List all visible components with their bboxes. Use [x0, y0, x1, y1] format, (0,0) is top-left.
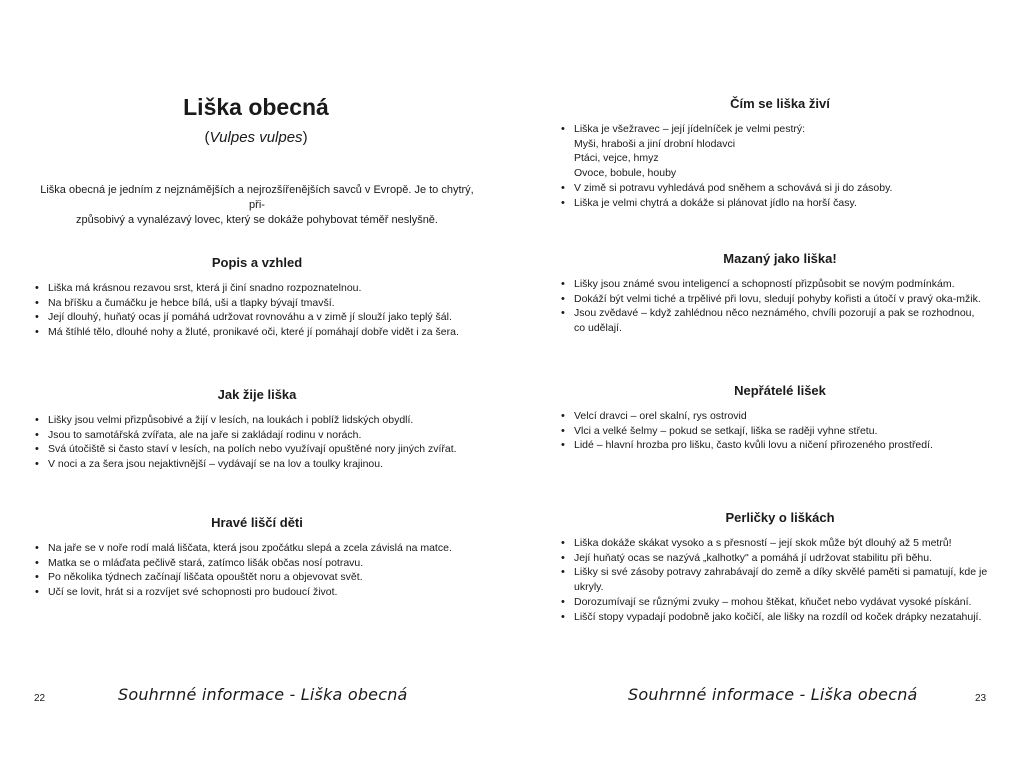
- list-item: • Liščí stopy vypadají podobně jako kočičí, ale lišky na rozdíl od koček drápky nezatahují.: [560, 610, 1000, 625]
- list-item: • Dorozumívají se různými zvuky – mohou štěkat, kňučet nebo vydávat vysoké pískání.: [560, 595, 1000, 610]
- list-item: • Matka se o mláďata pečlivě stará, zatímco lišák občas nosí potravu.: [34, 556, 480, 571]
- page-footer: Souhrnné informace - Liška obecná: [628, 685, 918, 704]
- section-heading: Čím se liška živí: [730, 96, 830, 111]
- list-item: • Lišky jsou známé svou inteligencí a schopností přizpůsobit se novým podmínkám.: [560, 277, 1000, 292]
- list-item: • Liška dokáže skákat vysoko a s přesností – její skok může být dlouhý až 5 metrů!: [560, 536, 1000, 551]
- list-item: • Jsou to samotářská zvířata, ale na jaře si zakládají rodinu v norách.: [34, 428, 480, 443]
- bullet-list: [34, 413, 480, 472]
- bullet-list: [560, 277, 1000, 336]
- list-item: • Svá útočiště si často staví v lesích, na polích nebo využívají opuštěné nory jiných zvířat.: [34, 442, 480, 457]
- list-item: • Učí se lovit, hrát si a rozvíjet své schopnosti pro budoucí život.: [34, 585, 480, 600]
- section-heading: Hravé liščí děti: [211, 515, 303, 530]
- page-number: 22: [34, 693, 46, 704]
- sub-item: Ovoce, bobule, houby: [574, 167, 677, 180]
- bullet-list: [560, 122, 1000, 210]
- bullet-list: [560, 536, 1000, 624]
- section-heading: Perličky o liškách: [725, 510, 835, 525]
- latin-name: (Vulpes vulpes): [204, 129, 308, 146]
- section-heading: Nepřátelé lišek: [734, 383, 826, 398]
- section-heading: Mazaný jako liška!: [723, 251, 837, 266]
- section-jak-zije-liska: [34, 386, 480, 472]
- list-item: • V zimě si potravu vyhledává pod sněhem a schovává si ji do zásoby.: [560, 181, 1000, 196]
- page-number: 23: [975, 693, 987, 704]
- list-item: • Její huňatý ocas se nazývá „kalhotky" a pomáhá jí udržovat stabilitu při běhu.: [560, 551, 1000, 566]
- section-heading: Popis a vzhled: [211, 255, 303, 270]
- list-item: • Velcí dravci – orel skalní, rys ostrovid: [560, 409, 1000, 424]
- bullet-list: [34, 281, 480, 340]
- list-item: • Lidé – hlavní hrozba pro lišku, často kvůli lovu a ničení přirozeného prostředí.: [560, 438, 1000, 453]
- section-heading: Jak žije liška: [217, 387, 297, 402]
- bullet-list: [560, 409, 1000, 453]
- section-popis-a-vzhled: [34, 254, 480, 340]
- list-item: • Vlci a velké šelmy – pokud se setkají, liška se raději vyhne střetu.: [560, 424, 1000, 439]
- intro-paragraph: Liška obecná je jedním z nejznámějších a nejrozšířenějších savců v Evropě. Je to chytrý, při- způsobivý a vynalézavý lovec, který se dokáže pohybovat téměř neslyšně.: [40, 184, 474, 226]
- section-mazany-jako-liska: [560, 250, 1000, 336]
- list-item: • Lišky si své zásoby potravy zahrabávají do země a díky skvělé paměti si pamatují, kde je ukryly.: [560, 565, 1000, 594]
- list-item: • Po několika týdnech začínají liščata opouštět noru a objevovat svět.: [34, 570, 480, 585]
- list-item: • Liška je velmi chytrá a dokáže si plánovat jídlo na horší časy.: [560, 196, 1000, 211]
- list-item: • Liška je všežravec – její jídelníček je velmi pestrý:: [560, 122, 1000, 137]
- section-hrave-lisci-deti: [34, 514, 480, 600]
- list-item: • Na jaře se v noře rodí malá liščata, která jsou zpočátku slepá a zcela závislá na matce.: [34, 541, 480, 556]
- right-page: [512, 0, 1024, 768]
- section-cim-se-liska-zivi: [560, 95, 1000, 210]
- section-perlicky-o-liskach: [560, 509, 1000, 624]
- sub-item: Ptáci, vejce, hmyz: [574, 152, 659, 165]
- page-footer: Souhrnné informace - Liška obecná: [118, 685, 408, 704]
- list-item: • Na bříšku a čumáčku je hebce bílá, uši a tlapky bývají tmavší.: [34, 296, 480, 311]
- list-item: • Má štíhlé tělo, dlouhé nohy a žluté, pronikavé oči, které jí pomáhají dobře vidět i za šera.: [34, 325, 480, 340]
- list-item: • V noci a za šera jsou nejaktivnější – vydávají se na lov a toulky krajinou.: [34, 457, 480, 472]
- list-item: • Liška má krásnou rezavou srst, která ji činí snadno rozpoznatelnou.: [34, 281, 480, 296]
- list-item: • Lišky jsou velmi přizpůsobivé a žijí v lesích, na loukách i poblíž lidských obydlí.: [34, 413, 480, 428]
- list-item: • Dokáží být velmi tiché a trpělivé při lovu, sledují pohyby kořisti a útočí v pravý oka-mžik.: [560, 292, 1000, 307]
- sub-item: Myši, hraboši a jiní drobní hlodavci: [574, 137, 736, 150]
- list-item: • Její dlouhý, huňatý ocas jí pomáhá udržovat rovnováhu a v zimě jí slouží jako teplý šál.: [34, 310, 480, 325]
- section-nepratele-lisek: [560, 382, 1000, 453]
- list-item: • Jsou zvědavé – když zahlédnou něco neznámého, chvíli pozorují a pak se rozhodnou, co udělají.: [560, 306, 1000, 335]
- page-title: Liška obecná: [183, 94, 329, 120]
- bullet-list: [34, 541, 480, 600]
